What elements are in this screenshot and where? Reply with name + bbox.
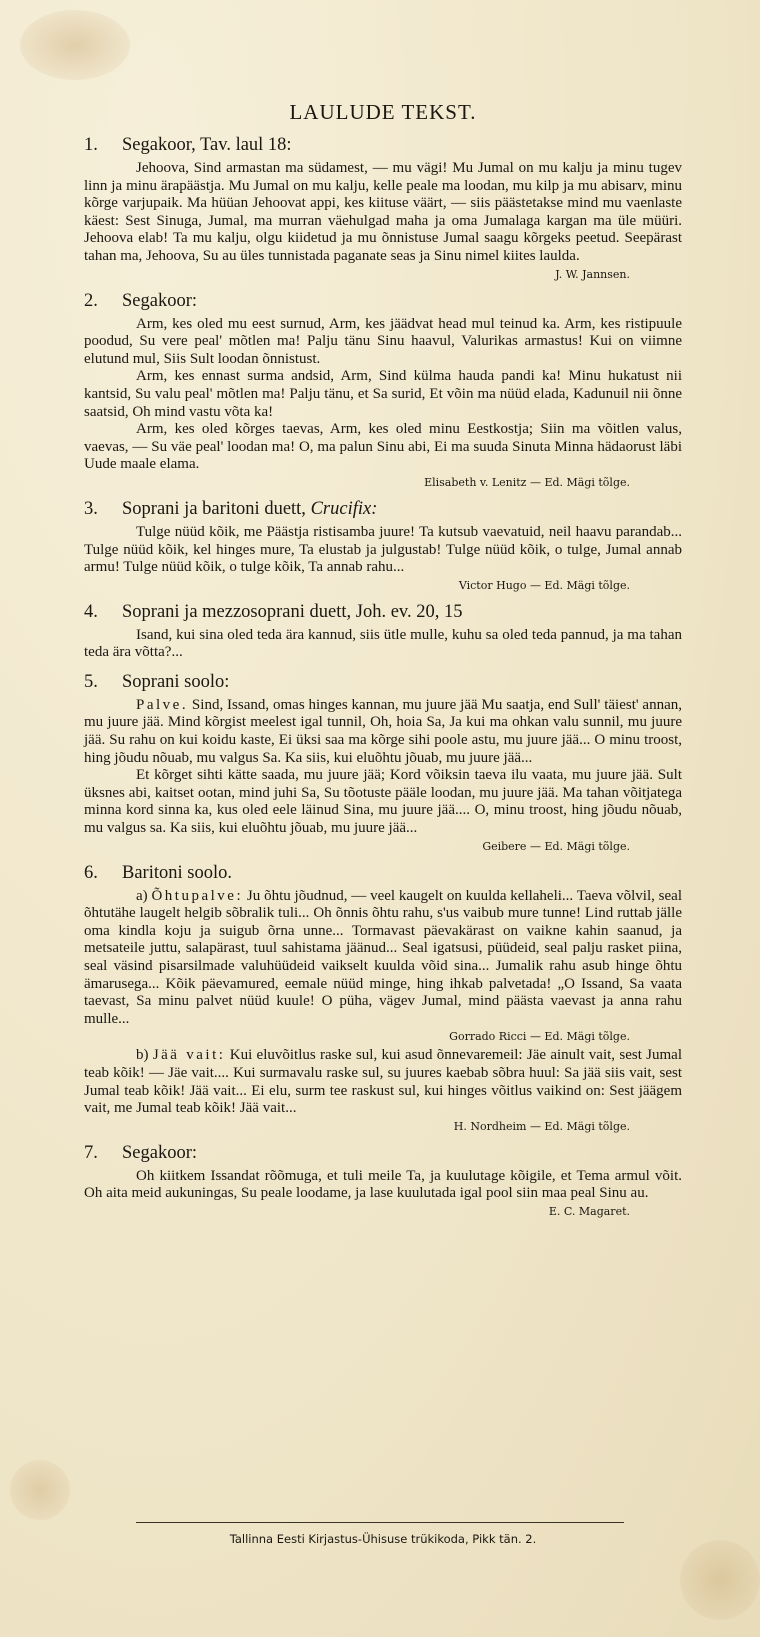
- lyrics-paragraph: Tulge nüüd kõik, me Päästja ristisamba juure! Ta kutsub vaevatuid, neil haavu parandab... Tulge nüüd kõik, kel hinges mure, Ta elustab ja julgustab! Tulge nüüd kõik, o tulge, Jumal annab armu! Tulge nüüd kõik, o tulge kõik, Ta annab rahu...: [84, 523, 682, 576]
- lyrics-paragraph: Arm, kes oled mu eest surnud, Arm, kes jäädvat head mul teinud ka. Arm, kes ristipuule poodud, Su vere peal' mõtlen ma! Palju tänu Sinu haavul, Valurikas armastus! Kui on viimne elutund mul, Siis Sult loodan õnnistust.: [84, 315, 682, 367]
- lyrics-text: Kui eluvõitlus raske sul, kui asud õnnevaremeil: Jäe ainult vait, sest Jumal teab kõik! — Jäe vait.... Kui surmavalu raske sul, su juures kaebab sõbra huul: Sa jää siis vait, sest Jumal teab kõik! Jää vait... Ei elu, surm tee raskust sul, kui hinges võitlus vaikind on: Sest jäägem vait, me Jumal teab kõik! Jää vait...: [84, 1047, 682, 1117]
- part-prefix: a): [136, 887, 148, 904]
- attribution: Geibere — Ed. Mägi tõlge.: [482, 839, 630, 853]
- paper-stain: [10, 1460, 70, 1520]
- section-title: Soprani ja mezzosoprani duett, Joh. ev. 20, 15: [122, 601, 463, 622]
- section-number: 6.: [84, 862, 98, 883]
- section-title: Segakoor:: [122, 1142, 198, 1163]
- attribution: Gorrado Ricci — Ed. Mägi tõlge.: [449, 1030, 630, 1044]
- part-title: Jää vait:: [152, 1047, 226, 1064]
- lyrics-text: Sind, Issand, omas hinges kannan, mu juure jää Mu saatja, end Sull' täiest' annan, mu juure jää. Mind kõrgist meelest igal tunnil, Oh, hoia Sa, Ja kui ma ohkan valu sunnil, mu juure jää. Su rahu on kui koidu kaste, Ei üksi saa ma kõrge sihi poole astu, mu juure jää... O minu troost, hing jõudu nõuab, mu valgus Sa. Ka siis, kui eluõhtu jõuab, mu juure jää...: [84, 696, 682, 766]
- section-number: 1.: [84, 135, 98, 155]
- attribution: J. W. Jannsen.: [555, 267, 630, 281]
- lyrics-paragraph: Oh kiitkem Issandat rõõmuga, et tuli meile Ta, ja kuulutage kõigile, et Tema armul võit. Oh aita meid aukuningas, Su peale loodame, ja lase kuulutada igal pool siin maa peal Sinu au.: [84, 1167, 682, 1202]
- section-number: 7.: [84, 1142, 98, 1163]
- section-heading: [84, 499, 682, 520]
- lyrics-paragraph: Arm, kes oled kõrges taevas, Arm, kes oled minu Eestkostja; Siin ma võitlen valus, vaevas, — Su väe peal' loodan ma! O, ma palun Sinu abi, Ei ma suuda Sinuta Minna hädaorust läbi Uude maale elama.: [84, 421, 682, 473]
- lyrics-lead: Palve.: [136, 696, 189, 713]
- paper-stain: [680, 1540, 760, 1620]
- section-number: 4.: [84, 601, 98, 622]
- section-title: Segakoor, Tav. laul 18:: [122, 135, 292, 155]
- attribution: Victor Hugo — Ed. Mägi tõlge.: [458, 578, 630, 592]
- page-title: LAULUDE TEKST.: [289, 100, 477, 124]
- lyrics-paragraph: Arm, kes ennast surma andsid, Arm, Sind külma hauda pandi ka! Minu hukatust nii kantsid, Su valu peal' mõtlen ma! Palju tänu, et Sa surid, Et võin ma nüüd elada, Kadunuil nii õnne saatsid, Oh mind vastu võta ka!: [84, 368, 682, 420]
- part-prefix: b): [136, 1047, 149, 1064]
- part-title: Õhtupalve:: [151, 887, 244, 904]
- section-heading: [84, 863, 682, 884]
- section-heading: [84, 135, 682, 156]
- lyrics-paragraph: Isand, kui sina oled teda ära kannud, siis ütle mulle, kuhu sa oled teda pannud, ja ma tahan teda ära võtta?...: [84, 626, 682, 661]
- section-title-italic: Crucifix:: [310, 498, 378, 519]
- section-heading: [84, 672, 682, 693]
- lyrics-paragraph: [84, 1047, 682, 1117]
- section-number: 5.: [84, 671, 98, 692]
- section-title: Baritoni soolo.: [122, 862, 232, 883]
- lyrics-paragraph: [84, 697, 682, 767]
- section-title: Soprani soolo:: [122, 671, 230, 692]
- attribution: Elisabeth v. Lenitz — Ed. Mägi tõlge.: [424, 475, 630, 489]
- footer-divider: [136, 1522, 624, 1523]
- paper-stain: [20, 10, 130, 80]
- section-title: Segakoor:: [122, 290, 198, 311]
- lyrics-paragraph: Jehoova, Sind armastan ma südamest, — mu vägi! Mu Jumal on mu kalju ja minu tugev linn ja minu ärapäästja. Mu Jumal on mu kalju, kelle peale ma loodan, mu kilp ja mu abisarv, minu kõrge varjupaik. Ma hüüan Jehoovat appi, kes kiituse väärt, — siis päästetakse mind mu vaenlaste käest: Sest Sinuga, Jumal, ma murran väehulgad maha ja oma Jumalaga kargan ma üle müüri. Jehoova elab! Ta mu kalju, olgu kiidetud ja mu õnnistuse Jumal saagu kõrgeks peetud. Seepärast tahan ma, Jehoova, Su au üles tunnistada paganate seas ja Sinu nimel kiites laulda.: [84, 160, 682, 264]
- section-heading: [84, 1143, 682, 1164]
- lyrics-paragraph: [84, 888, 682, 1029]
- lyrics-paragraph: Et kõrget sihti kätte saada, mu juure jää; Kord võiksin taeva ilu vaata, mu juure jää. Sult üksnes abi, kaitset ootan, mind juhi Sa, Su tõotuste pääle loodan, mu juure jää. Ma tahan võitjatega minna kord sinna ka, kus oled eele läinud Sina, mu juure jää.... O, minu troost, hing jõudu nõuab, mu valgus sa. Ka siis, kui eluõhtu jõuab, mu juure jää...: [84, 767, 682, 837]
- attribution: E. C. Magaret.: [548, 1204, 630, 1218]
- lyrics-text: Ju õhtu jõudnud, — veel kaugelt on kuulda kellaheli... Taeva võlvil, seal õhtutähe laugelt helgib sõbralik tuli... Oh õnnis õhtu rahu, s'us vaibub mure tunne! Lind ruttab jälle oma kindla koju ja suigub õrna unne... Tormavast päevakärast on vaikne kahin saanud, ja metsateile juttu, salapärast, tuul sahistama jäänud... Seal igatsusi, püüdeid, seal palju rasket piina, seal väsind pisarsilmade valuhüüdeid vaikselt kuulda võid sina... Jumalik rahu asub hinge õhtu ämarusega... Kõik päevamured, eemale nüüd minge, hing ihkab palvetada! „O Issand, Sa vaata taevast, Sa minu palvet nüüd kuule! O püha, vägev Jumal, mind päästa vaevast ja anna rahu mulle...: [84, 887, 682, 1027]
- section-heading: [84, 602, 682, 623]
- printer-imprint: Tallinna Eesti Kirjastus-Ühisuse trükikoda, Pikk tän. 2.: [229, 1532, 537, 1546]
- section-number: 3.: [84, 498, 98, 519]
- section-heading: [84, 291, 682, 312]
- section-number: 2.: [84, 290, 98, 311]
- section-title: Soprani ja baritoni duett,: [122, 498, 306, 519]
- attribution: H. Nordheim — Ed. Mägi tõlge.: [453, 1119, 630, 1133]
